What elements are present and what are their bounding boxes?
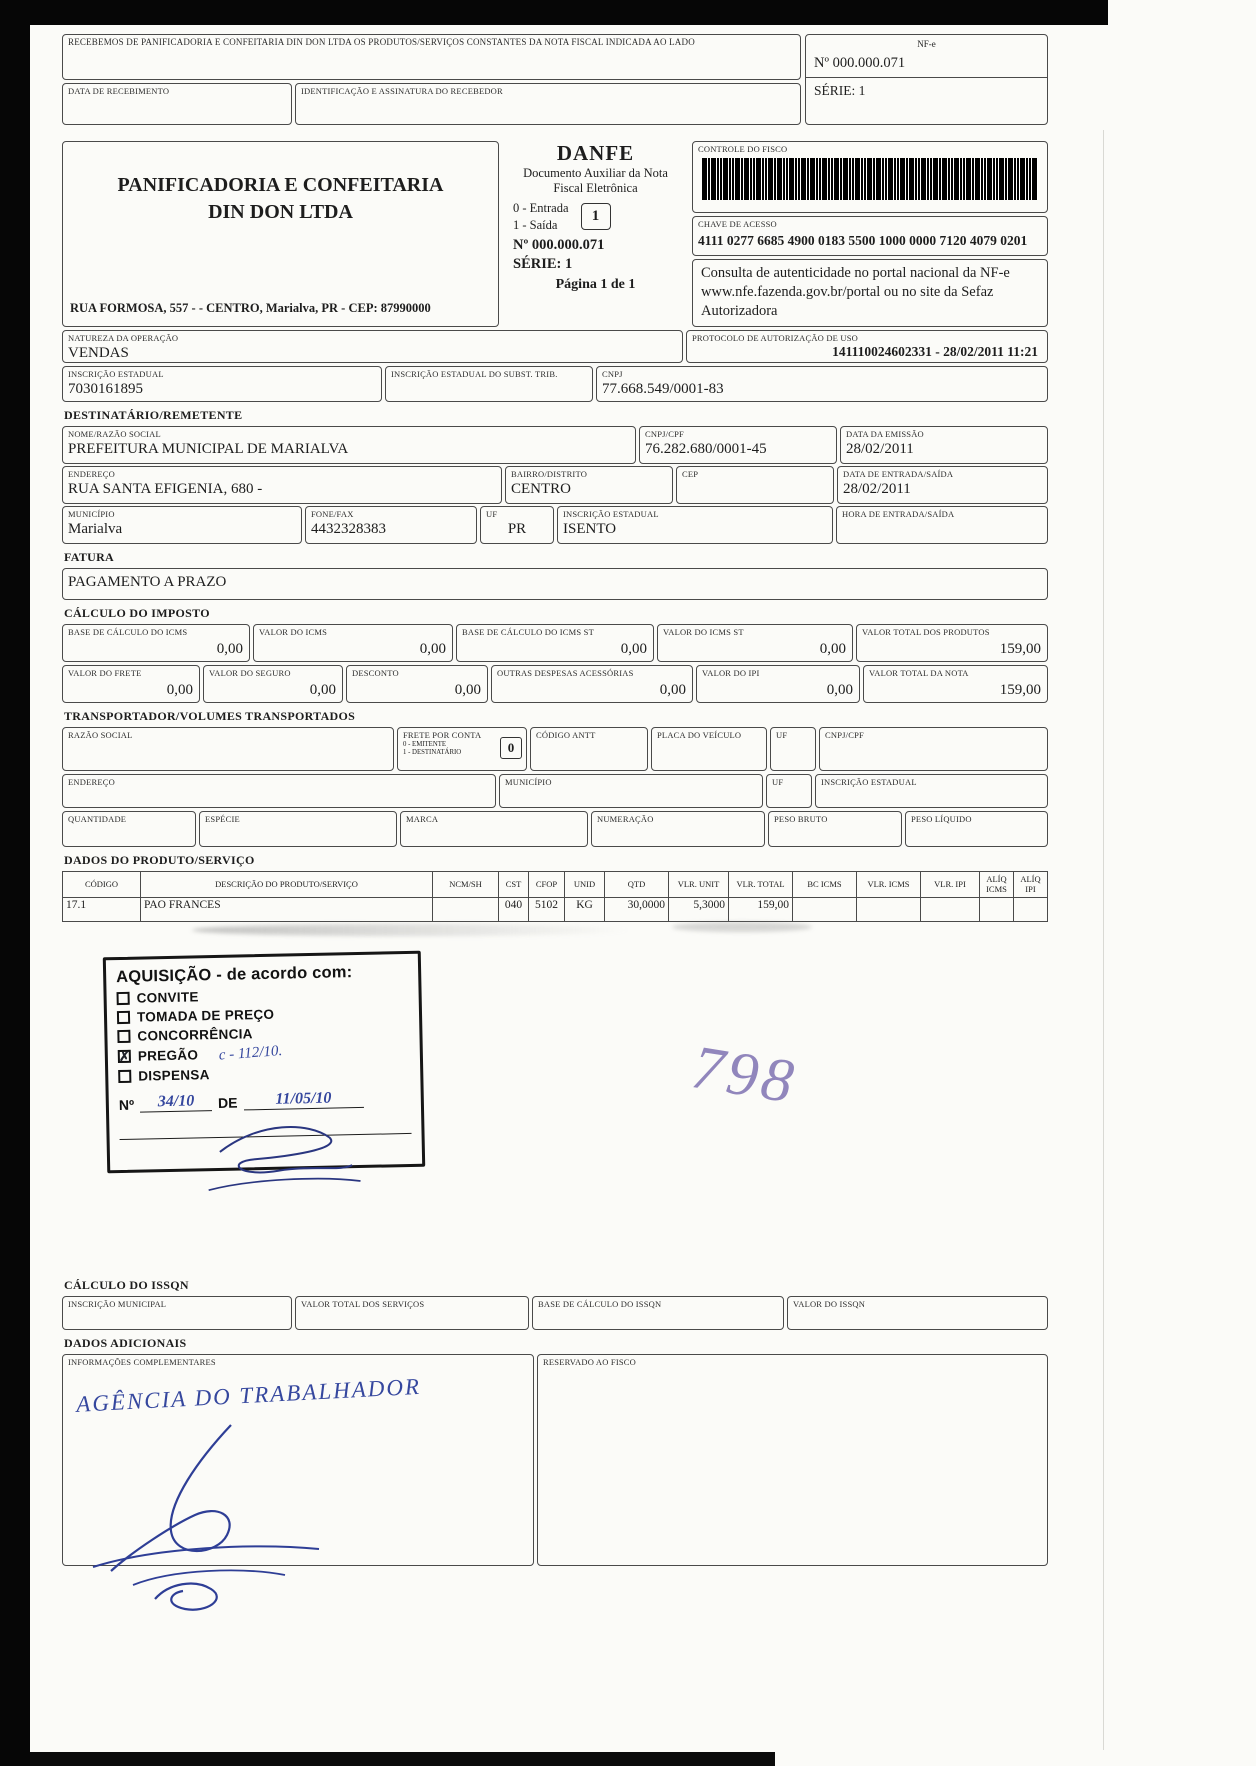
- cell-codigo: 17.1: [63, 898, 141, 922]
- option-tomada: [117, 1004, 409, 1025]
- district-box: [505, 466, 673, 504]
- operation-nature-box: [62, 330, 683, 363]
- cep-box: [676, 466, 834, 504]
- phone-value: 4432328383: [311, 520, 386, 537]
- nfe-number: Nº 000.000.071: [814, 55, 906, 71]
- stamp-title: AQUISIÇÃO - de acordo com:: [116, 963, 353, 987]
- freight-responsibility-box: [397, 727, 527, 771]
- ipi-value-value: 0,00: [826, 682, 853, 698]
- option-convite: [116, 985, 408, 1006]
- carrier-address-box: [62, 774, 496, 808]
- payment-terms-box: [62, 568, 1048, 600]
- entry-time-box: [836, 506, 1048, 544]
- cep-label: CEP: [682, 469, 699, 479]
- authorization-protocol-value: 141110024602331 - 28/02/2011 11:21: [832, 343, 1038, 359]
- danfe-saida-option: 1 - Saída: [513, 217, 558, 232]
- recipient-name-value: PREFEITURA MUNICIPAL DE MARIALVA: [68, 440, 349, 457]
- fisco-control-label: CONTROLE DO FISCO: [698, 144, 788, 154]
- label-pregao: PREGÃO: [137, 1047, 199, 1064]
- carrier-name-box: [62, 727, 394, 771]
- gross-weight-box: [768, 811, 902, 847]
- state-registration-box: [62, 366, 382, 402]
- stamp-number-line: [119, 1088, 411, 1113]
- emission-date-value: 28/02/2011: [846, 440, 914, 457]
- cnpj-label: CNPJ: [602, 369, 623, 379]
- carrier-uf2-label: UF: [772, 777, 784, 787]
- freight-value-value: 0,00: [166, 682, 193, 698]
- col-cfop: CFOP: [529, 872, 565, 898]
- insurance-value-label: VALOR DO SEGURO: [209, 668, 291, 678]
- recipient-address-value: RUA SANTA EFIGENIA, 680 -: [68, 480, 263, 497]
- carrier-uf2-box: [766, 774, 812, 808]
- col-vlr-ipi: VLR. IPI: [921, 872, 980, 898]
- col-unid: UNID: [565, 872, 605, 898]
- icms-st-value-value: 0,00: [819, 641, 846, 657]
- municipal-registration-box: [62, 1296, 292, 1330]
- icms-value-label: VALOR DO ICMS: [259, 627, 328, 637]
- nfe-label: NF-e: [917, 39, 936, 49]
- nfe-divider: [806, 77, 1047, 78]
- col-aliq-icms: ALÍQ ICMS: [980, 872, 1014, 898]
- emitter-box: [62, 141, 499, 327]
- net-weight-label: PESO LÍQUIDO: [911, 814, 972, 824]
- col-vlr-icms: VLR. ICMS: [857, 872, 921, 898]
- handwritten-agency-note: AGÊNCIA DO TRABALHADOR: [75, 1373, 422, 1417]
- authenticity-note: Consulta de autenticidade no portal nacional da NF-e www.nfe.fazenda.gov.br/portal ou no site da Sefaz Autorizadora: [692, 259, 1048, 327]
- quantity-box: [62, 811, 196, 847]
- brand-label: MARCA: [406, 814, 439, 824]
- insurance-value-box: [203, 665, 343, 703]
- products-total-label: VALOR TOTAL DOS PRODUTOS: [862, 627, 990, 637]
- products-section-title: DADOS DO PRODUTO/SERVIÇO: [64, 853, 255, 867]
- vehicle-plate-label: PLACA DO VEÍCULO: [657, 730, 742, 740]
- receipt-statement: RECEBEMOS DE PANIFICADORIA E CONFEITARIA DIN DON LTDA OS PRODUTOS/SERVIÇOS CONSTANTES DA NOTA FISCAL INDICADA AO LADO: [68, 37, 695, 47]
- carrier-municipality-label: MUNICÍPIO: [505, 777, 552, 787]
- district-label: BAIRRO/DISTRITO: [511, 469, 588, 479]
- cell-aliq-icms: [980, 898, 1014, 922]
- state-registration-value: 7030161895: [68, 380, 143, 397]
- other-expenses-value: 0,00: [659, 682, 686, 698]
- reserved-fisco-box: [537, 1354, 1048, 1566]
- municipality-box: [62, 506, 302, 544]
- receipt-date-label: DATA DE RECEBIMENTO: [68, 86, 170, 96]
- product-table: [62, 871, 1048, 922]
- issqn-base-label: BASE DE CÁLCULO DO ISSQN: [538, 1299, 662, 1309]
- products-total-box: [856, 624, 1048, 662]
- cell-vlr-icms: [857, 898, 921, 922]
- services-total-box: [295, 1296, 529, 1330]
- ipi-value-label: VALOR DO IPI: [702, 668, 760, 678]
- stamp-area: [62, 922, 1048, 1272]
- note-total-label: VALOR TOTAL DA NOTA: [869, 668, 969, 678]
- scan-edge-left: [0, 0, 30, 1766]
- danfe-number: Nº 000.000.071: [513, 236, 605, 253]
- freight-option-recipient: 1 - DESTINATÁRIO: [403, 749, 462, 757]
- danfe-info-column: [503, 141, 688, 327]
- recipient-cnpj-label: CNPJ/CPF: [645, 429, 684, 439]
- handwritten-page-number: 798: [687, 1033, 802, 1117]
- col-vlr-unit: VLR. UNIT: [669, 872, 729, 898]
- checkmark-pregao: ✗: [118, 1048, 130, 1065]
- issqn-section-title: CÁLCULO DO ISSQN: [64, 1278, 189, 1292]
- recipient-name-label: NOME/RAZÃO SOCIAL: [68, 429, 161, 439]
- antt-code-label: CÓDIGO ANTT: [536, 730, 596, 740]
- carrier-uf-box: [770, 727, 816, 771]
- carrier-cnpj-box: [819, 727, 1048, 771]
- icms-value-value: 0,00: [419, 641, 446, 657]
- emission-date-box: [840, 426, 1048, 464]
- carrier-municipality-box: [499, 774, 763, 808]
- barcode: [702, 158, 1038, 200]
- net-weight-box: [905, 811, 1048, 847]
- cell-aliq-ipi: [1014, 898, 1048, 922]
- access-key-value: 4111 0277 6685 4900 0183 5500 1000 0000 7120 4079 0201: [698, 232, 1028, 248]
- icms-st-value-box: [657, 624, 853, 662]
- uf-label: UF: [486, 509, 498, 519]
- scan-edge-top: [0, 0, 1108, 25]
- operation-nature-label: NATUREZA DA OPERAÇÃO: [68, 333, 179, 343]
- handwritten-date: 11/05/10: [243, 1089, 363, 1111]
- carrier-cnpj-label: CNPJ/CPF: [825, 730, 864, 740]
- carrier-ie-box: [815, 774, 1048, 808]
- authorization-protocol-label: PROTOCOLO DE AUTORIZAÇÃO DE USO: [692, 333, 858, 343]
- numbering-box: [591, 811, 765, 847]
- issqn-base-box: [532, 1296, 784, 1330]
- subst-registration-box: [385, 366, 593, 402]
- products-total-value: 159,00: [999, 641, 1041, 657]
- checkbox-tomada: [117, 1011, 130, 1024]
- subst-registration-label: INSCRIÇÃO ESTADUAL DO SUBST. TRIB.: [391, 369, 558, 379]
- icms-base-value: 0,00: [216, 641, 243, 657]
- label-tomada: TOMADA DE PREÇO: [136, 1006, 275, 1025]
- cell-vlr-ipi: [921, 898, 980, 922]
- state-registration-label: INSCRIÇÃO ESTADUAL: [68, 369, 164, 379]
- discount-box: [346, 665, 488, 703]
- discount-label: DESCONTO: [352, 668, 399, 678]
- municipality-label: MUNICÍPIO: [68, 509, 115, 519]
- uf-box: [480, 506, 554, 544]
- services-total-label: VALOR TOTAL DOS SERVIÇOS: [301, 1299, 425, 1309]
- cnpj-box: [596, 366, 1048, 402]
- danfe-header: [62, 141, 1048, 327]
- product-table-header: [63, 872, 1048, 898]
- stamp-de-label: DE: [217, 1094, 238, 1111]
- option-pregao: [118, 1042, 410, 1065]
- cell-unid: KG: [565, 898, 605, 922]
- freight-responsibility-value: 0: [500, 737, 522, 759]
- scan-smudge: [192, 924, 632, 936]
- danfe-entrada-option: 0 - Entrada: [513, 201, 569, 215]
- col-codigo: CÓDIGO: [63, 872, 141, 898]
- col-qtd: QTD: [605, 872, 669, 898]
- note-total-box: [863, 665, 1048, 703]
- handwritten-signature: [71, 1419, 411, 1619]
- ipi-value-box: [696, 665, 860, 703]
- access-key-box: [692, 216, 1048, 256]
- note-total-value: 159,00: [999, 682, 1041, 698]
- icms-st-value-label: VALOR DO ICMS ST: [663, 627, 744, 637]
- recipient-address-box: [62, 466, 502, 504]
- freight-value-label: VALOR DO FRETE: [68, 668, 142, 678]
- insurance-value-value: 0,00: [309, 682, 336, 698]
- entry-date-box: [837, 466, 1048, 504]
- issqn-value-box: [787, 1296, 1048, 1330]
- gross-weight-label: PESO BRUTO: [774, 814, 828, 824]
- label-dispensa: DISPENSA: [138, 1067, 210, 1084]
- cell-vlr-unit: 5,3000: [669, 898, 729, 922]
- issqn-value-label: VALOR DO ISSQN: [793, 1299, 866, 1309]
- quantity-label: QUANTIDADE: [68, 814, 127, 824]
- emitter-name: PANIFICADORIA E CONFEITARIA DIN DON LTDA: [117, 174, 444, 223]
- danfe-tipo-box: 1: [581, 203, 611, 230]
- handwritten-number: 34/10: [140, 1092, 212, 1113]
- col-cst: CST: [499, 872, 529, 898]
- option-concorrencia: [117, 1023, 409, 1044]
- species-box: [199, 811, 397, 847]
- cell-cfop: 5102: [529, 898, 565, 922]
- acquisition-stamp: [103, 951, 425, 1174]
- danfe-page-count: Página 1 de 1: [555, 276, 636, 292]
- discount-value: 0,00: [454, 682, 481, 698]
- antt-code-box: [530, 727, 648, 771]
- product-row: [63, 898, 1048, 922]
- scan-smudge-2: [672, 922, 812, 932]
- nfe-number-box: [805, 34, 1048, 125]
- checkbox-concorrencia: [117, 1030, 130, 1043]
- authorization-protocol-box: [686, 330, 1048, 363]
- option-dispensa: [118, 1063, 410, 1084]
- danfe-subtitle: Documento Auxiliar da Nota Fiscal Eletrônica: [523, 166, 668, 195]
- emission-date-label: DATA DA EMISSÃO: [846, 429, 924, 439]
- icms-st-base-label: BASE DE CÁLCULO DO ICMS ST: [462, 627, 595, 637]
- species-label: ESPÉCIE: [205, 814, 240, 824]
- operation-nature-value: VENDAS: [68, 344, 129, 361]
- icms-st-base-value: 0,00: [620, 641, 647, 657]
- numbering-label: NUMERAÇÃO: [597, 814, 654, 824]
- cell-descricao: PAO FRANCES: [141, 898, 433, 922]
- cell-vlr-total: 159,00: [729, 898, 793, 922]
- icms-value-box: [253, 624, 453, 662]
- carrier-uf-label: UF: [776, 730, 788, 740]
- vehicle-plate-box: [651, 727, 767, 771]
- other-expenses-label: OUTRAS DESPESAS ACESSÓRIAS: [497, 668, 634, 678]
- cell-bc-icms: [793, 898, 857, 922]
- col-descricao: DESCRIÇÃO DO PRODUTO/SERVIÇO: [141, 872, 433, 898]
- fisco-control-box: [692, 141, 1048, 213]
- handwritten-note: c - 112/10.: [218, 1042, 284, 1064]
- district-value: CENTRO: [511, 480, 571, 497]
- uf-value: PR: [507, 520, 527, 537]
- complementary-info-box: [62, 1354, 534, 1566]
- danfe-series: SÉRIE: 1: [513, 255, 573, 272]
- reserved-fisco-label: RESERVADO AO FISCO: [543, 1357, 636, 1367]
- complementary-info-label: INFORMAÇÕES COMPLEMENTARES: [68, 1357, 216, 1367]
- recipient-cnpj-value: 76.282.680/0001-45: [645, 440, 767, 457]
- checkbox-convite: [117, 992, 130, 1005]
- brand-box: [400, 811, 588, 847]
- receipt-signature-box: [295, 83, 801, 125]
- receipt-date-box: [62, 83, 292, 125]
- icms-base-label: BASE DE CÁLCULO DO ICMS: [68, 627, 188, 637]
- stamp-number-label: Nº: [118, 1096, 135, 1114]
- carrier-section-title: TRANSPORTADOR/VOLUMES TRANSPORTADOS: [64, 709, 356, 723]
- invoice-section-title: FATURA: [64, 550, 115, 564]
- icms-st-base-box: [456, 624, 654, 662]
- carrier-name-label: RAZÃO SOCIAL: [68, 730, 133, 740]
- receipt-signature-label: IDENTIFICAÇÃO E ASSINATURA DO RECEBEDOR: [301, 86, 503, 96]
- recipient-ie-box: [557, 506, 833, 544]
- recipient-cnpj-box: [639, 426, 837, 464]
- scan-edge-bottom: [30, 1752, 775, 1766]
- col-aliq-ipi: ALÍQ IPI: [1014, 872, 1048, 898]
- entry-time-label: HORA DE ENTRADA/SAÍDA: [842, 509, 955, 519]
- phone-label: FONE/FAX: [311, 509, 354, 519]
- page-edge-shadow: [1103, 130, 1104, 1750]
- checkbox-dispensa: [118, 1070, 131, 1083]
- stamp-signature: [189, 1111, 371, 1215]
- checkbox-pregao: [118, 1050, 131, 1063]
- freight-responsibility-label: FRETE POR CONTA: [403, 730, 482, 740]
- municipality-value: Marialva: [68, 520, 123, 537]
- receipt-stub: [62, 34, 1048, 125]
- recipient-ie-value: ISENTO: [563, 520, 617, 537]
- freight-value-box: [62, 665, 200, 703]
- recipient-section-title: DESTINATÁRIO/REMETENTE: [64, 408, 243, 422]
- tax-section-title: CÁLCULO DO IMPOSTO: [64, 606, 210, 620]
- recipient-address-label: ENDEREÇO: [68, 469, 115, 479]
- access-key-label: CHAVE DE ACESSO: [698, 219, 777, 229]
- entry-date-label: DATA DE ENTRADA/SAÍDA: [843, 469, 954, 479]
- cell-qtd: 30,0000: [605, 898, 669, 922]
- danfe-document: [62, 34, 1048, 1566]
- col-bc-icms: BC ICMS: [793, 872, 857, 898]
- receipt-statement-box: [62, 34, 801, 80]
- recipient-name-box: [62, 426, 636, 464]
- phone-box: [305, 506, 477, 544]
- cnpj-value: 77.668.549/0001-83: [602, 380, 724, 397]
- recipient-ie-label: INSCRIÇÃO ESTADUAL: [563, 509, 659, 519]
- danfe-title: DANFE: [556, 141, 635, 165]
- col-ncm: NCM/SH: [433, 872, 499, 898]
- carrier-address-label: ENDEREÇO: [68, 777, 115, 787]
- emitter-address: RUA FORMOSA, 557 - - CENTRO, Marialva, PR - CEP: 87990000: [70, 301, 431, 315]
- col-vlr-total: VLR. TOTAL: [729, 872, 793, 898]
- carrier-ie-label: INSCRIÇÃO ESTADUAL: [821, 777, 917, 787]
- freight-option-emitter: 0 - EMITENTE: [403, 740, 447, 748]
- label-concorrencia: CONCORRÊNCIA: [137, 1026, 253, 1044]
- fisco-column: [692, 141, 1048, 327]
- entry-date-value: 28/02/2011: [843, 480, 911, 497]
- payment-terms-value: PAGAMENTO A PRAZO: [68, 574, 227, 590]
- icms-base-box: [62, 624, 250, 662]
- label-convite: CONVITE: [136, 989, 199, 1006]
- municipal-registration-label: INSCRIÇÃO MUNICIPAL: [68, 1299, 167, 1309]
- cell-ncm: [433, 898, 499, 922]
- additional-section-title: DADOS ADICIONAIS: [64, 1336, 187, 1350]
- other-expenses-box: [491, 665, 693, 703]
- nfe-series: SÉRIE: 1: [814, 83, 866, 98]
- cell-cst: 040: [499, 898, 529, 922]
